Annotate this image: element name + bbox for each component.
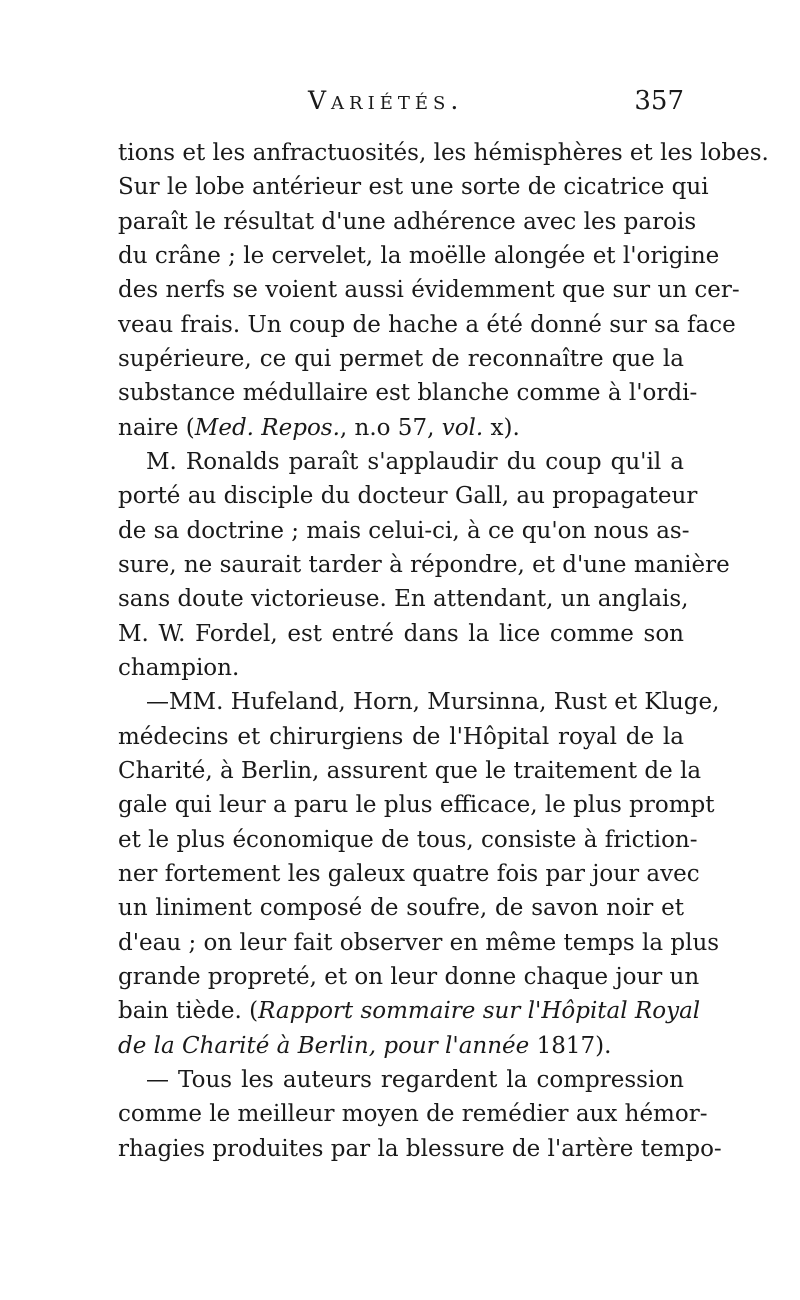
text-line: d'eau ; on leur fait observer en même temps la plus: [118, 929, 720, 956]
text-line: de sa doctrine ; mais celui-ci, à ce qu'on nous as-: [118, 517, 690, 544]
text-line: grande propreté, et on leur donne chaque jour un: [118, 963, 700, 990]
running-head: [118, 86, 684, 126]
text-line: un liniment composé de soufre, de savon noir et: [118, 895, 684, 922]
text-line: Sur le lobe antérieur est une sorte de cicatrice qui: [118, 174, 709, 201]
text-line: tions et les anfractuosités, les hémisphères et les lobes.: [118, 140, 769, 166]
text-line: paraît le résultat d'une adhérence avec les parois: [118, 208, 697, 235]
text-line: sure, ne saurait tarder à répondre, et d'une manière: [118, 551, 730, 578]
text-line: veau frais. Un coup de hache a été donné sur sa face: [118, 311, 736, 338]
text-line: sans doute victorieuse. En attendant, un anglais,: [118, 586, 689, 613]
text-line: médecins et chirurgiens de l'Hôpital royal de la: [118, 723, 684, 750]
text-line: des nerfs se voient aussi évidemment que sur un cer-: [118, 277, 740, 304]
text-segment: bain tiède. (: [118, 998, 259, 1025]
text-line: supérieure, ce qui permet de reconnaître que la: [118, 345, 684, 372]
text-segment: , n.o 57,: [339, 414, 442, 441]
running-title: Variétés.: [308, 86, 464, 115]
text-line: Charité, à Berlin, assurent que le traitement de la: [118, 757, 702, 784]
italic-citation: vol.: [441, 414, 484, 441]
italic-citation: Med. Repos.: [194, 414, 340, 441]
text-line: [118, 411, 684, 445]
text-line: du crâne ; le cervelet, la moëlle alongée et l'origine: [118, 242, 720, 269]
text-segment: 1817).: [529, 1032, 612, 1059]
text-line: — Tous les auteurs regardent la compression: [146, 1066, 684, 1093]
text-line: [118, 994, 701, 1028]
text-line: champion.: [118, 654, 240, 681]
page-number: 357: [634, 86, 684, 116]
text-line: et le plus économique de tous, consiste à friction-: [118, 826, 698, 853]
text-line: comme le meilleur moyen de remédier aux hémor-: [118, 1101, 708, 1128]
text-line: rhagies produites par la blessure de l'artère tempo-: [118, 1135, 722, 1162]
text-line: M. W. Fordel, est entré dans la lice comme son: [118, 620, 684, 647]
text-line: porté au disciple du docteur Gall, au propagateur: [118, 483, 698, 510]
text-segment: naire (: [118, 414, 195, 441]
text-line: [118, 1029, 684, 1063]
text-line: gale qui leur a paru le plus efficace, le plus prompt: [118, 792, 715, 819]
text-segment: x).: [483, 414, 520, 441]
text-line: M. Ronalds paraît s'applaudir du coup qu'il a: [146, 448, 684, 475]
text-line: substance médullaire est blanche comme à l'ordi-: [118, 380, 698, 407]
text-line: —MM. Hufeland, Horn, Mursinna, Rust et Kluge,: [146, 689, 720, 716]
body-text: [118, 136, 769, 1166]
italic-citation: Rapport sommaire sur l'Hôpital Royal: [258, 998, 701, 1025]
italic-citation: de la Charité à Berlin, pour l'année: [118, 1032, 530, 1059]
text-line: ner fortement les galeux quatre fois par jour avec: [118, 860, 700, 887]
